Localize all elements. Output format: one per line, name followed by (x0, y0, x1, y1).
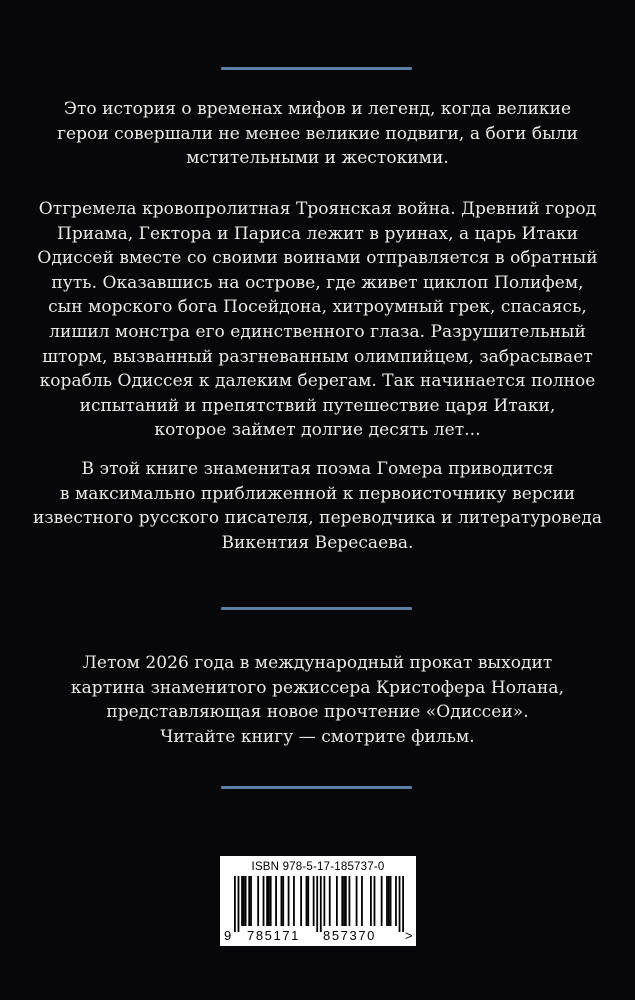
barcode-bar (370, 876, 372, 926)
barcode-bar (349, 876, 351, 926)
text-line: Викентия Вересаева. (221, 532, 414, 553)
text-line: которое займет долгие десять лет... (154, 420, 481, 441)
text-line: Приама, Гектора и Париса лежит в руинах, а царь Итаки (56, 223, 579, 244)
barcode-bar (263, 876, 265, 926)
text-line: в максимально приближенной к первоисточнику версии (59, 483, 576, 504)
barcode-bar (306, 876, 308, 926)
barcode-bar (307, 876, 309, 926)
barcode-bar (323, 876, 325, 926)
barcode-bar (390, 876, 392, 926)
text-line: Одиссей вместе со своими воинами отправляется в обратный (37, 248, 598, 269)
text-line: путь. Оказавшись на острове, где живет циклоп Полифем, (51, 272, 584, 293)
barcode-left-group: 785171 (247, 928, 300, 943)
barcode-bar (241, 876, 243, 926)
middle-divider (221, 607, 412, 610)
text-line: испытаний и препятствий путешествие царя Итаки, (79, 395, 556, 416)
barcode-bar (266, 876, 268, 926)
film-paragraph (20, 651, 615, 749)
barcode-bars (234, 876, 404, 932)
text-line: герои совершали не менее великие подвиги, а боги были (57, 123, 578, 144)
barcode-digits (220, 928, 416, 944)
text-line: В этой книге знаменитая поэма Гомера приводится (81, 459, 554, 479)
intro-paragraph (20, 97, 615, 171)
barcode-marker: > (405, 928, 413, 943)
text-line: лишил монстра его единственного глаза. Разрушительный (49, 321, 586, 342)
barcode-bar (234, 876, 236, 932)
barcode-bar (381, 876, 383, 926)
text-line: мстительными и жестокими. (186, 148, 449, 169)
barcode-bar (293, 876, 295, 926)
barcode-right-group: 857370 (323, 928, 376, 943)
barcode-bar (257, 876, 259, 926)
barcode-bar (374, 876, 376, 926)
barcode-bar (388, 876, 390, 926)
barcode-bar (282, 876, 284, 926)
barcode-bar (341, 876, 343, 926)
top-divider (221, 67, 412, 70)
text-line: представляющая новое прочтение «Одиссеи». (106, 702, 529, 723)
isbn-barcode (220, 856, 416, 946)
isbn-label: ISBN 978-5-17-185737-0 (251, 861, 385, 873)
barcode-bar (386, 876, 388, 926)
text-line: шторм, вызванный разгневанным олимпийцем, забрасывает (42, 346, 593, 367)
text-line: Отгремела кровопролитная Троянская война. Древний город (38, 199, 597, 219)
barcode-bar (320, 876, 322, 932)
barcode-bar (268, 876, 270, 926)
barcode-lead-digit: 9 (224, 928, 232, 943)
text-line: известного русского писателя, переводчика и литературоведа (32, 508, 603, 529)
text-line: Это история о временах мифов и легенд, когда великие (63, 99, 572, 119)
text-line: корабль Одиссея к далеким берегам. Так начинается полное (39, 371, 596, 392)
barcode-bar (243, 876, 245, 926)
barcode-bar (336, 876, 338, 926)
barcode-bar (343, 876, 345, 926)
barcode-bar (329, 876, 331, 926)
barcode-bar (248, 876, 250, 926)
plot-paragraph (20, 197, 615, 443)
barcode-bar (300, 876, 302, 926)
translation-paragraph (20, 457, 615, 555)
text-line: сын морского бога Посейдона, хитроумный грек, спасаясь, (48, 297, 587, 318)
barcode-bar (316, 876, 318, 932)
bottom-divider (221, 786, 412, 789)
barcode-bar (288, 876, 290, 926)
barcode-bar (250, 876, 252, 926)
barcode-bar (270, 876, 272, 926)
barcode-bar (238, 876, 240, 932)
barcode-bar (281, 876, 283, 926)
barcode-bar (345, 876, 347, 926)
text-line: картина знаменитого режиссера Кристофера Нолана, (70, 677, 565, 698)
text-line: Читайте книгу — смотрите фильм. (160, 726, 475, 747)
text-line: Летом 2026 года в международный прокат выходит (82, 653, 553, 673)
barcode-bar (356, 876, 358, 926)
barcode-bar (399, 876, 401, 932)
barcode-bar (245, 876, 247, 926)
barcode-bar (313, 876, 315, 926)
barcode-bar (402, 876, 404, 932)
barcode-bar (275, 876, 277, 926)
barcode-bar (361, 876, 363, 926)
barcode-bar (395, 876, 397, 926)
